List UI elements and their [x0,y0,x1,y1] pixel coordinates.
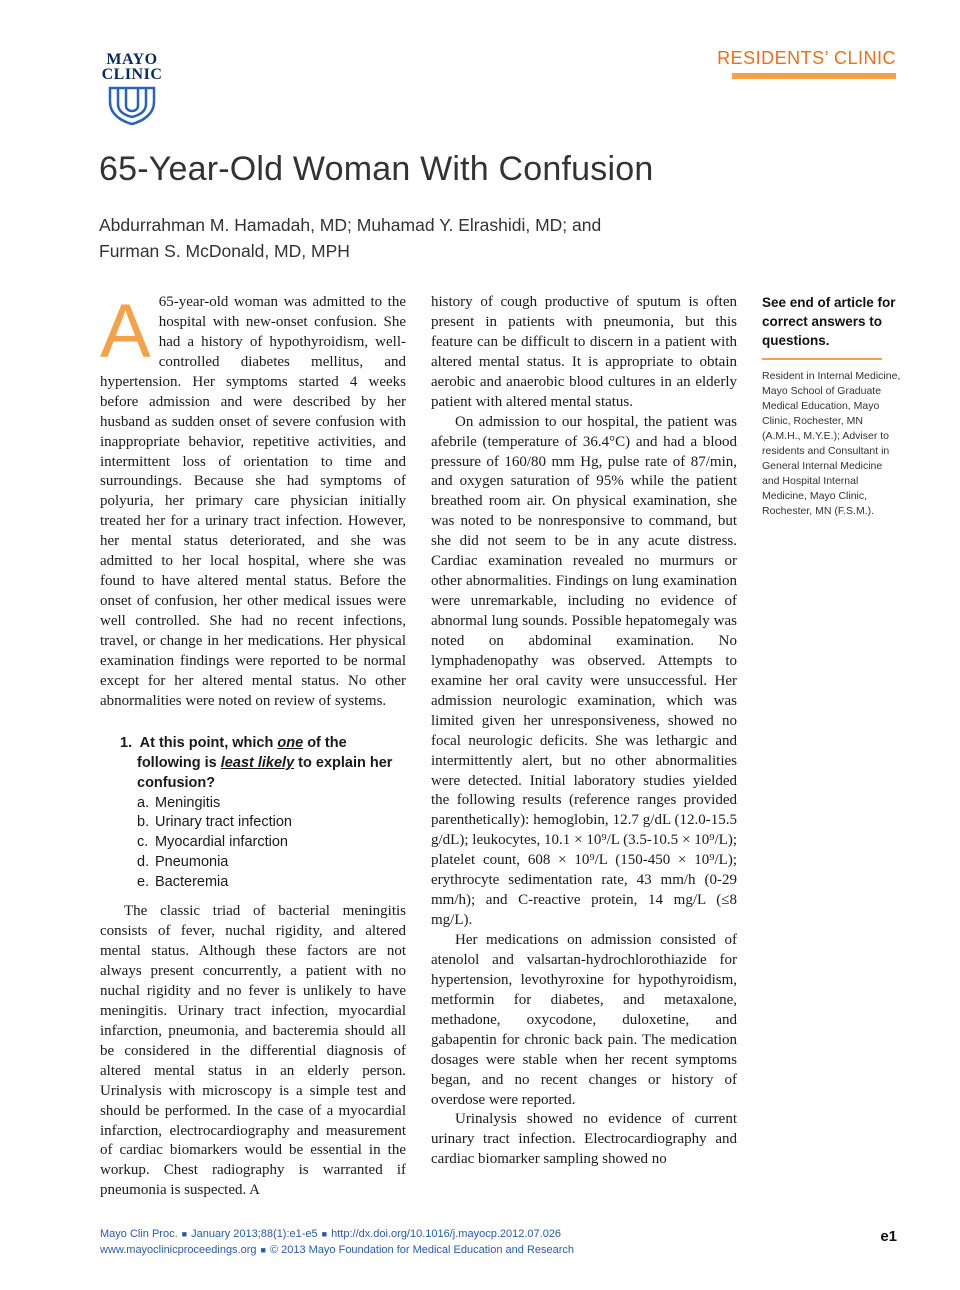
option-letter: d. [137,854,150,871]
logo-line-2: CLINIC [101,66,163,83]
answer-option [100,873,406,893]
question-mid: of the following is [137,734,347,771]
medications-paragraph: Her medications on admission consisted of atenolol and valsartan-hydrochlorothiazide for hypertension, levothyroxine for hypothyroidism, metformin for diabetes, and metaxalone, methadone, oxycodone, duloxetine, and gabapentin for chronic back pain. The medication dosages were stable when her recent symptoms began, and no recent changes or history of overdose were reported. [431,932,737,1108]
authors-line-1: Abdurrahman M. Hamadah, MD; Muhamad Y. Elrashidi, MD; and [99,215,602,235]
answer-option [100,794,406,814]
option-letter: a. [137,794,150,811]
admission-paragraph: On admission to our hospital, the patient was afebrile (temperature of 36.4°C) and had a blood pressure of 160/80 mm Hg, pulse rate of 87/min, and oxygen saturation of 95% while the patient breathed room air. On physical examination, she was noted to be nonresponsive to command, but she did not seem to be in any acute distress. Cardiac examination revealed no murmurs or other abnormalities. Findings on lung examination were unremarkable, including no evidence of abnormal lung sounds. Possible hepatomegaly was noted on abdominal examination. No lymphadenopathy was observed. Attempts to examine her oral cavity were unsuccessful. Her admission neurologic examination, which was limited given her unresponsiveness, showed no focal neurologic deficits. She was lethargic and intermittently alert, but no other abnormalities were detected. Initial laboratory studies yielded the following results (reference ranges provided parenthetically): hemoglobin, 12.7 g/dL (12.0-15.5 g/dL); leukocytes, 10.1 × 10⁹/L (3.5-10.5 × 10⁹/L); platelet count, 608 × 10⁹/L (150-450 × 10⁹/L); erythrocyte sedimentation rate, 43 mm/h (0-29 mm/h); and C-reactive protein, 14 mg/L (≤8 mg/L). [431,413,737,929]
copyright: © 2013 Mayo Foundation for Medical Education and Research [269,1244,575,1256]
answer-option [100,833,406,853]
option-letter: e. [137,874,150,891]
text-column-2 [431,293,737,1170]
question-emphasis-least-likely: least likely [220,754,295,771]
footer-citation [100,1228,561,1240]
shield-icon [107,86,157,126]
question-post: to explain her confusion? [137,754,393,791]
option-text: Urinary tract infection [155,814,292,831]
issue-info: January 2013;88(1):e1-e5 [191,1228,318,1240]
question-pre: At this point, which [139,734,274,751]
footer-website [100,1244,574,1256]
section-label: RESIDENTS’ CLINIC [717,48,896,68]
article-title: 65-Year-Old Woman With Confusion [99,150,654,188]
drop-cap: A [100,289,151,374]
option-text: Pneumonia [155,854,229,871]
question-emphasis-one: one [277,734,304,751]
discussion-paragraph: The classic triad of bacterial meningitis consists of fever, nuchal rigidity, and altered mental status. Although these factors are not always present concurrently, a patient with no nuchal rigidity and no fever is unlikely to have meningitis. Urinary tract infection, myocardial infarction, pneumonia, and bacteremia should all be considered in the differential diagnosis of altered mental status in an elderly person. Urinalysis with microscopy is a simple test and should be performed. In the case of a myocardial infarction, electrocardiography and measurement of cardiac biomarkers would be essential in the workup. Chest radiography is warranted if pneumonia is suspected. A [100,903,406,1199]
option-text: Meningitis [155,794,221,811]
question-number: 1. [120,734,133,751]
author-affiliations: Resident in Internal Medicine, Mayo School of Graduate Medical Education, Mayo Clinic, Rochester, MN (A.M.H., M.Y.E.); Adviser to residents and Consultant in General Internal Medicine and Hospital Internal Medicine, Mayo Clinic, Rochester, MN (F.S.M.). [762,370,901,517]
author-list [99,212,659,264]
answers-note: See end of article for correct answers to questions. [762,295,896,348]
section-rule [732,73,896,79]
sidebar [762,293,902,519]
option-letter: b. [137,814,150,831]
urinalysis-paragraph: Urinalysis showed no evidence of current urinary tract infection. Electrocardiography and cardiac biomarker sampling showed no [431,1111,737,1168]
option-text: Myocardial infarction [155,834,288,851]
square-separator-icon: ■ [321,1229,328,1239]
opening-paragraph [100,289,406,712]
paragraph-continued: history of cough productive of sputum is often present in patients with pneumonia, but this feature can be difficult to discern in a patient with altered mental status. It is appropriate to obtain aerobic and anaerobic blood cultures in an elderly patient with altered mental status. [431,294,737,410]
sidebar-rule [762,358,882,360]
square-separator-icon: ■ [181,1229,188,1239]
text-column-1 [100,289,406,1201]
doi-link[interactable]: http://dx.doi.org/10.1016/j.mayocp.2012.07.026 [331,1228,562,1240]
page-number: e1 [880,1228,897,1245]
option-text: Bacteremia [155,874,229,891]
question-1 [100,734,406,894]
website-link[interactable]: www.mayoclinicproceedings.org [100,1244,257,1256]
answer-option [100,853,406,873]
authors-line-2: Furman S. McDonald, MD, MPH [99,241,350,261]
question-text [100,734,406,794]
journal-name: Mayo Clin Proc. [100,1228,178,1240]
answer-option [100,813,406,833]
mayo-clinic-logo [96,52,168,126]
option-letter: c. [137,834,149,851]
opening-paragraph-text: 65-year-old woman was admitted to the hospital with new-onset confusion. She had a history of hypothyroidism, well-controlled diabetes mellitus, and hypertension. Her symptoms started 4 weeks before admission and were described by her husband as sudden onset of severe confusion with inappropriate behavior, repetitive activities, and intermittent loss of orientation to time and surroundings. Because she had symptoms of polyuria, her primary care physician initially treated her for a urinary tract infection. However, her mental status deteriorated, and she was admitted to her local hospital, where she was found to have altered mental status. Before the onset of confusion, her other medical issues were well controlled. She had no recent infections, travel, or change in her medications. Her physical examination findings were reported to be normal except for her altered mental status. No other abnormalities were noted on review of systems. [100,294,406,709]
logo-line-1: MAYO [106,51,158,68]
square-separator-icon: ■ [260,1245,266,1255]
